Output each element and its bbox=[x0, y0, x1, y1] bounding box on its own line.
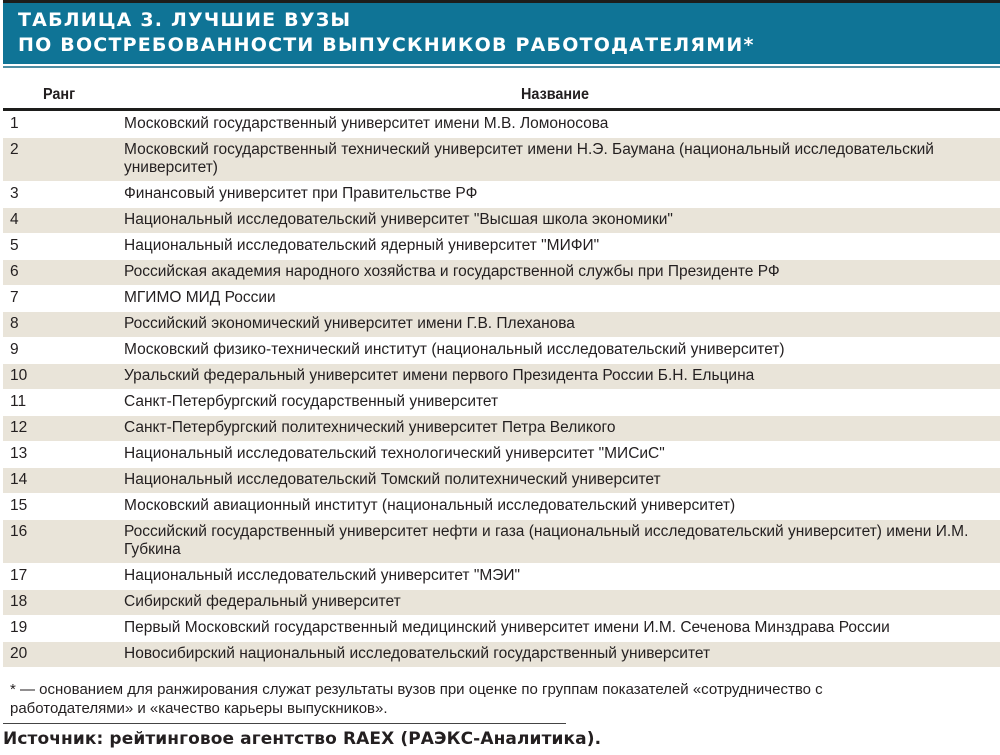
rank-cell: 20 bbox=[10, 645, 28, 662]
table-row bbox=[3, 520, 1000, 564]
university-name-cell: МГИМО МИД России bbox=[124, 289, 276, 306]
rank-cell: 9 bbox=[10, 341, 19, 358]
table-row bbox=[3, 338, 1000, 364]
table-row bbox=[3, 442, 1000, 468]
table-row bbox=[3, 416, 1000, 442]
title-divider bbox=[3, 66, 1000, 68]
table-row bbox=[3, 590, 1000, 616]
university-name-cell: Национальный исследовательский университет "Высшая школа экономики" bbox=[124, 211, 673, 228]
table-row bbox=[3, 468, 1000, 494]
table-row bbox=[3, 208, 1000, 234]
table-row bbox=[3, 138, 1000, 182]
rank-cell: 7 bbox=[10, 289, 19, 306]
table-row bbox=[3, 182, 1000, 208]
university-name-cell: Санкт-Петербургский политехнический университет Петра Великого bbox=[124, 419, 616, 436]
university-name-cell: Национальный исследовательский ядерный университет "МИФИ" bbox=[124, 237, 600, 254]
university-name-cell: Московский физико-технический институт (национальный исследовательский университет) bbox=[124, 341, 785, 358]
table-row bbox=[3, 642, 1000, 668]
university-name-cell: Российский экономический университет имени Г.В. Плеханова bbox=[124, 315, 575, 332]
table-row bbox=[3, 564, 1000, 590]
table-title-banner bbox=[3, 0, 1000, 64]
university-name-cell: Национальный исследовательский технологический университет "МИСиС" bbox=[124, 445, 665, 462]
rank-cell: 12 bbox=[10, 419, 28, 436]
source-divider bbox=[3, 723, 566, 724]
university-name-cell: Московский государственный технический университет имени Н.Э. Баумана (национальный исследовательский университет) bbox=[124, 141, 934, 176]
university-name-cell: Новосибирский национальный исследовательский государственный университет bbox=[124, 645, 711, 662]
rank-cell: 13 bbox=[10, 445, 28, 462]
rank-cell: 10 bbox=[10, 367, 28, 384]
source-note: Источник: рейтинговое агентство RAEX (РАЭКС-Аналитика). bbox=[3, 729, 602, 749]
rank-cell: 5 bbox=[10, 237, 19, 254]
table-row bbox=[3, 616, 1000, 642]
footnote: * — основанием для ранжирования служат результаты вузов при оценке по группам показателей «сотрудничество с работодателями» и «качество карьеры выпускников». bbox=[10, 681, 823, 717]
rank-cell: 6 bbox=[10, 263, 19, 280]
table-row bbox=[3, 234, 1000, 260]
table-row bbox=[3, 260, 1000, 286]
table-row bbox=[3, 112, 1000, 138]
rank-cell: 19 bbox=[10, 619, 28, 636]
rank-cell: 15 bbox=[10, 497, 28, 514]
university-name-cell: Национальный исследовательский Томский политехнический университет bbox=[124, 471, 661, 488]
rank-cell: 11 bbox=[10, 393, 27, 410]
table-row bbox=[3, 312, 1000, 338]
column-header-rank: Ранг bbox=[43, 86, 76, 103]
table-row bbox=[3, 286, 1000, 312]
column-header-name: Название bbox=[521, 86, 589, 103]
rank-cell: 14 bbox=[10, 471, 28, 488]
table-row bbox=[3, 364, 1000, 390]
university-name-cell: Первый Московский государственный медицинский университет имени И.М. Сеченова Минздрава России bbox=[124, 619, 890, 636]
table-row bbox=[3, 494, 1000, 520]
table-row bbox=[3, 390, 1000, 416]
table-title-line-2: ПО ВОСТРЕБОВАННОСТИ ВЫПУСКНИКОВ РАБОТОДАТЕЛЯМИ* bbox=[18, 34, 755, 56]
rank-cell: 3 bbox=[10, 185, 19, 202]
university-name-cell: Российская академия народного хозяйства и государственной службы при Президенте РФ bbox=[124, 263, 780, 280]
rank-cell: 18 bbox=[10, 593, 28, 610]
rank-cell: 16 bbox=[10, 523, 28, 540]
university-name-cell: Российский государственный университет нефти и газа (национальный исследовательский университет) имени И.М. Губкина bbox=[124, 523, 969, 558]
rank-cell: 4 bbox=[10, 211, 19, 228]
rank-cell: 17 bbox=[10, 567, 28, 584]
university-name-cell: Уральский федеральный университет имени первого Президента России Б.Н. Ельцина bbox=[124, 367, 755, 384]
university-name-cell: Санкт-Петербургский государственный университет bbox=[124, 393, 499, 410]
rank-cell: 8 bbox=[10, 315, 19, 332]
table-header-row bbox=[3, 82, 1000, 111]
university-name-cell: Финансовый университет при Правительстве РФ bbox=[124, 185, 478, 202]
table-title-line-1: ТАБЛИЦА 3. ЛУЧШИЕ ВУЗЫ bbox=[18, 9, 352, 31]
university-name-cell: Московский авиационный институт (национальный исследовательский университет) bbox=[124, 497, 736, 514]
table-body bbox=[3, 112, 1000, 668]
university-name-cell: Сибирский федеральный университет bbox=[124, 593, 401, 610]
university-name-cell: Московский государственный университет имени М.В. Ломоносова bbox=[124, 115, 609, 132]
rank-cell: 1 bbox=[10, 115, 19, 132]
rank-cell: 2 bbox=[10, 141, 19, 158]
university-name-cell: Национальный исследовательский университет "МЭИ" bbox=[124, 567, 521, 584]
